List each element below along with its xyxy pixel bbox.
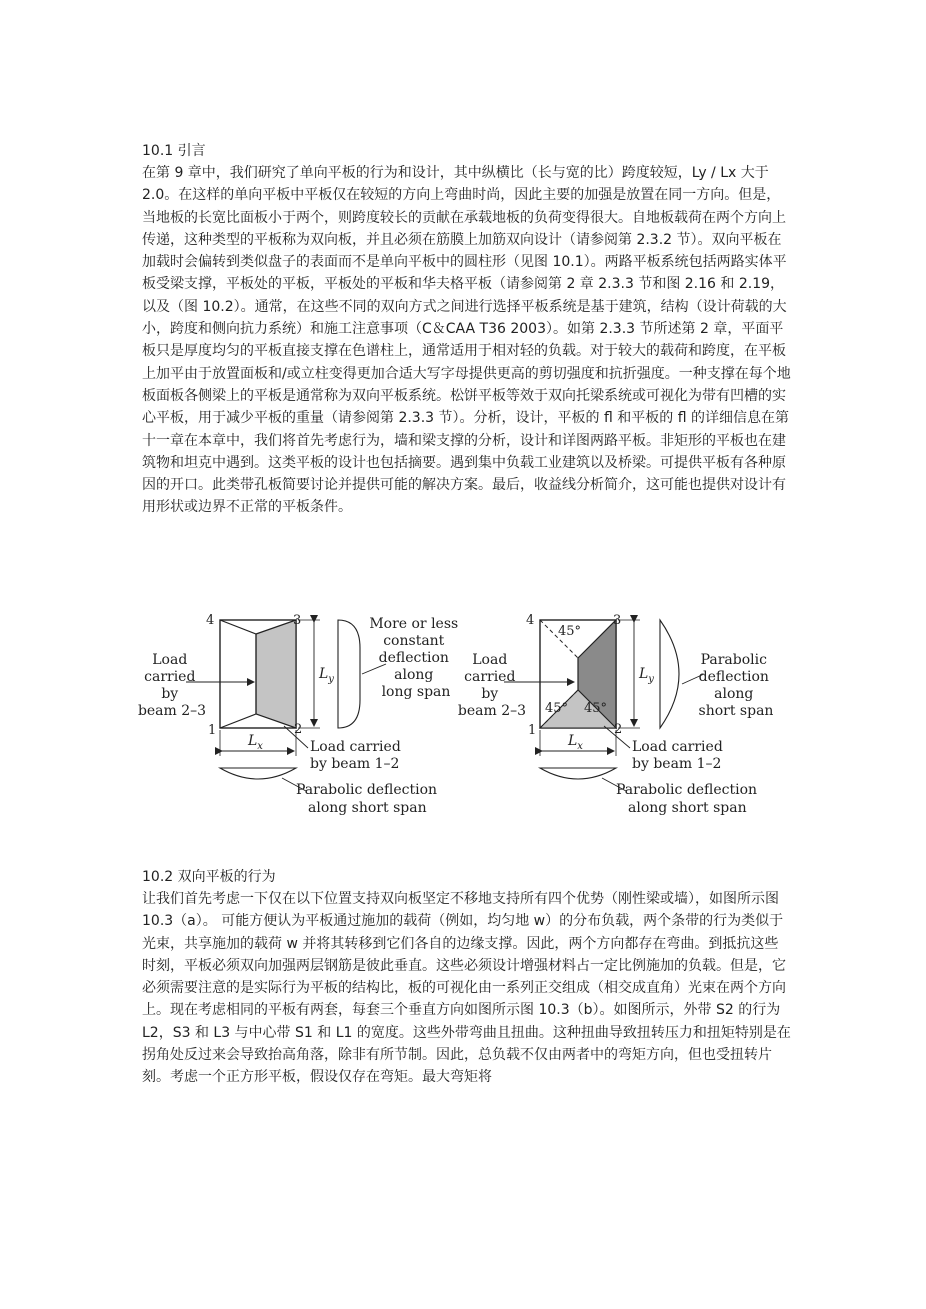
right-lx-label: $L_x$ (568, 733, 583, 752)
left-long-span-deflection-shape (338, 620, 360, 728)
left-lx-label: $L_x$ (248, 733, 263, 752)
left-bottom-load-label: Load carried by beam 1–2 (310, 739, 401, 772)
section-1-title: 10.1 引言 (142, 143, 206, 159)
left-load-label: Load carried by beam 2–3 (138, 652, 207, 719)
section-1-body: 在第 9 章中，我们研究了单向平板的行为和设计，其中纵横比（长与宽的比）跨度较短，Ly / Lx 大于 2.0。在这样的单向平板中平板仅在较短的方向上弯曲时尚，因此主要的加强是放置在同一方向。但是，当地板的长宽比面板小于两个，则跨度较长的贡献在承载地板的负荷变得很大。自地板载荷在两个方向上传递，这种类型的平板称为双向板，并且必须在筋膜上加筋双向设计（请参阅第 2.3.2 节）。双向平板在加载时会偏转到类似盘子的表面而不是单向平板中的圆柱形（见图 10.1）。两路平板系统包括两路实体平板受梁支撑，平板处的平板，平板处的平板和华夫格平板（请参阅第 2 章 2.3.3 节和图 2.16 和 2.19，以及（图 10.2）。通常，在这些不同的双向方式之间进行选择平板系统是基于建筑，结构（设计荷载的大小，跨度和侧向抗力系统）和施工注意事项（C＆CAA T36 2003）。如第 2.3.3 节所述第 2 章，平面平板只是厚度均匀的平板直接支撑在色谱柱上，通常适用于相对轻的负载。对于较大的载荷和跨度，在平板上加平由于放置面板和/或立柱变得更加合适大写字母提供更高的剪切强度和抗折强度。一种支撑在每个地板面板各侧梁上的平板是通常称为双向平板系统。松饼平板等效于双向托梁系统或可视化为带有凹槽的实心平板，用于减少平板的重量（请参阅第 2.3.3 节）。分析，设计，平板的 fl 和平板的 fl 的详细信息在第十一章在本章中，我们将首先考虑行为，墙和梁支撑的分析，设计和详图两路平板。非矩形的平板也在建筑物和坦克中遇到。这类平板的设计也包括摘要。遇到集中负载工业建筑以及桥梁。可提供平板有各种原因的开口。此类带孔板简要讨论并提供可能的解决方案。最后，收益线分析简介，这可能也提供对设计有用形状或边界不正常的平板条件。 (142, 165, 791, 516)
right-load-label: Load carried by beam 2–3 (457, 652, 527, 719)
left-right-note: More or less constant deflection along long span (369, 616, 459, 700)
right-bottom-note: Parabolic deflection along short span (616, 782, 758, 816)
right-ly-label: $L_y$ (639, 666, 654, 685)
left-panel (138, 613, 463, 816)
right-corner-3: 3 (613, 613, 622, 628)
left-corner-1: 1 (208, 723, 217, 738)
left-corner-4: 4 (206, 613, 215, 628)
right-corner-1: 1 (528, 723, 537, 738)
right-right-note: Parabolic deflection along short span (698, 652, 774, 719)
figure-10-1-diagram (138, 608, 798, 823)
left-shaded-region (256, 620, 296, 728)
right-corner-4: 4 (526, 613, 535, 628)
section-2-title: 10.2 双向平板的行为 (142, 869, 276, 885)
right-angle-top: 45° (558, 624, 582, 639)
left-corner-3: 3 (293, 613, 302, 628)
right-bottom-deflection-shape (540, 768, 616, 779)
right-panel (458, 613, 774, 816)
right-corner-2: 2 (614, 722, 623, 737)
right-angle-left: 45° (545, 701, 569, 716)
left-corner-2: 2 (294, 722, 303, 737)
right-short-span-deflection-shape (660, 620, 679, 728)
right-bottom-load-label: Load carried by beam 1–2 (632, 739, 723, 772)
left-bottom-note: Parabolic deflection along short span (296, 782, 438, 816)
left-bottom-deflection-shape (220, 768, 296, 779)
section-2-body: 让我们首先考虑一下仅在以下位置支持双向板坚定不移地支持所有四个优势（刚性梁或墙），如图所示图 10.3（a）。 可能方便认为平板通过施加的载荷（例如，均匀地 w）的分布负载，两个条带的行为类似于光束，共享施加的载荷 w 并将其转移到它们各自的边缘支撑。因此，两个方向都存在弯曲。到抵抗这些时刻，平板必须双向加强两层钢筋是彼此垂直。这些必须设计增强材料占一定比例施加的负载。但是，它必须需要注意的是实际行为平板的结构比，板的可视化由一系列正交组成（相交成直角）光束在两个方向上。现在考虑相同的平板有两套，每套三个垂直方向如图所示图 10.3（b）。如图所示，外带 S2 的行为 L2，S3 和 L3 与中心带 S1 和 L1 的宽度。这些外带弯曲且扭曲。这种扭曲导致扭转压力和扭矩特别是在拐角处反过来会导致抬高角落，除非有所节制。因此，总负载不仅由两者中的弯矩方向，但也受扭转片刻。考虑一个正方形平板，假设仅存在弯矩。最大弯矩将 (142, 891, 791, 1086)
right-angle-right: 45° (584, 701, 608, 716)
figure-10-1 (138, 608, 798, 823)
left-ly-label: $L_y$ (319, 666, 334, 685)
